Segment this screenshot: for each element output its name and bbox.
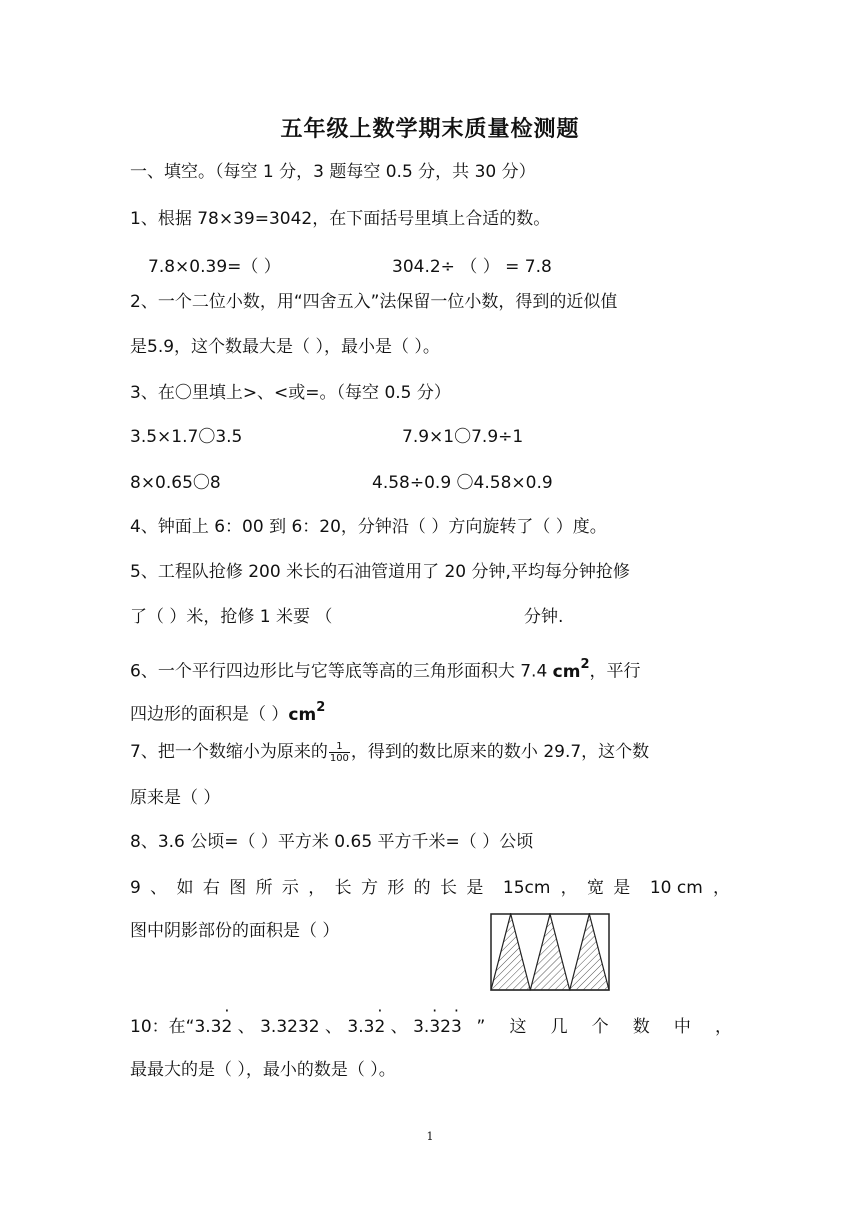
page-number: 1: [426, 1130, 434, 1143]
question-3d: 4.58÷0.9 〇4.58×0.9: [372, 473, 553, 493]
question-1-stem: 1、根据 78×39=3042，在下面括号里填上合适的数。: [130, 209, 551, 229]
area-unit: $cm^2$: [552, 657, 590, 682]
question-1a: 7.8×0.39=（ ）: [148, 257, 281, 277]
page-title: 五年级上数学期末质量检测题: [280, 117, 580, 142]
question-10-line1: 10：在“3.3· 2 、 3.3232 、 3.3· 2 、 3.· 32· 3 ” 这 几 个 数 中 ，: [130, 1015, 741, 1039]
area-unit: $cm^2$: [288, 700, 326, 725]
question-2-line2: 是5.9，这个数最大是（ ），最小是（ ）。: [130, 337, 440, 357]
shaded-triangles-diagram: [490, 913, 610, 991]
question-6-line2: 四边形的面积是（ ）$cm^2$: [130, 700, 326, 725]
question-3a: 3.5×1.7〇3.5: [130, 427, 243, 447]
question-10-line2: 最最大的是（ ），最小的数是（ ）。: [130, 1060, 396, 1080]
question-1b: 304.2÷ （ ） = 7.8: [392, 257, 552, 277]
question-3c: 8×0.65〇8: [130, 473, 221, 493]
rectangle-triangles-figure: [490, 913, 610, 995]
question-6-line1: 6、一个平行四边形比与它等底等高的三角形面积大 7.4 $cm^2$，平行: [130, 657, 641, 682]
fraction: $\frac{1}{100}$: [329, 740, 349, 764]
question-5-line1: 5、工程队抢修 200 米长的石油管道用了 20 分钟,平均每分钟抢修: [130, 562, 630, 582]
question-9-line2: 图中阴影部份的面积是（ ）: [130, 921, 340, 941]
question-8: 8、3.6 公顷=（ ）平方米 0.65 平方千米=（ ）公顷: [130, 832, 534, 852]
question-3-stem: 3、在〇里填上>、<或=。（每空 0.5 分）: [130, 383, 451, 403]
question-5-unit: 分钟.: [524, 607, 564, 627]
question-4: 4、钟面上 6：00 到 6：20，分钟沿（ ）方向旋转了（ ）度。: [130, 517, 607, 537]
question-7-line1: 7、把一个数缩小为原来的 $\frac{1}{100}$ ，得到的数比原来的数小 29.7，这个数: [130, 740, 650, 764]
question-5-line2: 了（ ）米，抢修 1 米要 （: [130, 607, 333, 627]
question-2-line1: 2、一个二位小数，用“四舍五入”法保留一位小数，得到的近似值: [130, 292, 618, 312]
question-7-line2: 原来是（ ）: [130, 788, 221, 808]
question-3b: 7.9×1〇7.9÷1: [402, 427, 524, 447]
section-heading: 一、填空。（每空 1 分，3 题每空 0.5 分，共 30 分）: [130, 162, 536, 182]
question-9-line1: 9、如右图所示，长方形的长是 15cm ，宽是 10 cm ，: [130, 878, 730, 898]
